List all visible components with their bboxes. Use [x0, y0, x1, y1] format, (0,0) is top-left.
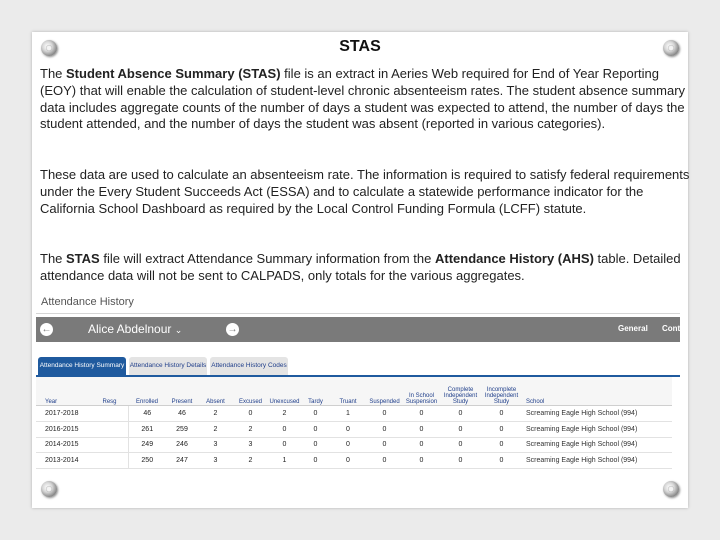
table-cell: 247: [166, 453, 198, 469]
table-cell: Screaming Eagle High School (994): [522, 421, 672, 437]
table-cell: 0: [268, 437, 301, 453]
table-cell: 0: [301, 421, 330, 437]
table-cell: 0: [403, 437, 440, 453]
table-cell: 0: [440, 453, 481, 469]
text: file will extract Attendance Summary information from the: [99, 251, 435, 266]
table-header-row: [36, 377, 672, 406]
table-cell: 0: [330, 453, 366, 469]
table-cell: [91, 406, 128, 422]
table-cell: 2: [233, 421, 268, 437]
table-cell: 0: [366, 437, 403, 453]
table-cell: 0: [330, 421, 366, 437]
table-cell: 246: [166, 437, 198, 453]
table-cell: 0: [366, 453, 403, 469]
table-cell: 0: [233, 406, 268, 422]
page-title: Attendance History: [41, 296, 134, 308]
paragraph-purpose: These data are used to calculate an absenteeism rate. The information is required to satisfy federal requirements under the Every Student Succeeds Act (ESSA) and to calculate a statewide performance indicator for the California School Dashboard as required by the Local Control Funding Formula (LCFF) statute.: [40, 167, 690, 216]
table-cell: 0: [481, 421, 522, 437]
table-cell: 2014-2015: [36, 437, 91, 453]
table-cell: 0: [440, 437, 481, 453]
text: The: [40, 251, 67, 266]
column-header[interactable]: Complete Independent Study: [440, 377, 481, 406]
table-cell: Screaming Eagle High School (994): [522, 453, 672, 469]
table-cell: 0: [403, 453, 440, 469]
table-cell: 0: [301, 437, 330, 453]
table-cell: 250: [128, 453, 166, 469]
chevron-down-icon: ⌄: [174, 325, 183, 335]
text: table. Detailed attendance data will not be sent to CALPADS, only totals for the various aggregates.: [40, 251, 681, 283]
column-header[interactable]: Suspended: [366, 377, 403, 406]
text: The: [40, 66, 67, 81]
table-cell: 249: [128, 437, 166, 453]
column-header[interactable]: Enrolled: [128, 377, 166, 406]
divider: [36, 313, 680, 314]
table-cell: [91, 421, 128, 437]
attendance-summary-table: [36, 377, 672, 469]
nav-general[interactable]: General: [618, 324, 648, 333]
table-cell: 2: [233, 453, 268, 469]
table-cell: 2017-2018: [36, 406, 91, 422]
table-cell: 3: [198, 453, 233, 469]
left-arrow-icon[interactable]: ←: [41, 324, 52, 335]
column-header[interactable]: Year: [36, 377, 91, 406]
table-cell: [91, 453, 128, 469]
column-header[interactable]: Present: [166, 377, 198, 406]
column-header[interactable]: Absent: [198, 377, 233, 406]
tab-summary[interactable]: Attendance History Summary: [38, 357, 126, 375]
table-cell: 2: [268, 406, 301, 422]
table-cell: 0: [440, 421, 481, 437]
table-cell: 0: [301, 453, 330, 469]
table-cell: [91, 437, 128, 453]
table-row[interactable]: [36, 453, 672, 469]
pushpin-icon: [663, 481, 679, 497]
tab-codes[interactable]: Attendance History Codes: [210, 357, 288, 375]
table-cell: 0: [403, 406, 440, 422]
student-selector[interactable]: [88, 322, 182, 336]
right-arrow-icon[interactable]: →: [227, 324, 238, 335]
student-name: Alice Abdelnour: [88, 322, 172, 336]
tab-details[interactable]: Attendance History Details: [129, 357, 207, 375]
attendance-table-wrapper: [36, 377, 672, 469]
table-row[interactable]: [36, 437, 672, 453]
table-cell: 3: [198, 437, 233, 453]
paragraph-source: [40, 251, 690, 285]
column-header[interactable]: School: [522, 377, 672, 406]
bold-term: STAS: [66, 251, 100, 266]
table-cell: 46: [128, 406, 166, 422]
table-cell: 2013-2014: [36, 453, 91, 469]
table-cell: Screaming Eagle High School (994): [522, 437, 672, 453]
column-header[interactable]: Unexcused: [268, 377, 301, 406]
bold-term: Attendance History (AHS): [434, 251, 594, 266]
pushpin-icon: [41, 481, 57, 497]
table-cell: 46: [166, 406, 198, 422]
column-header[interactable]: Incomplete Independent Study: [481, 377, 522, 406]
table-cell: 2016-2015: [36, 421, 91, 437]
tab-bar: [36, 357, 680, 375]
table-cell: Screaming Eagle High School (994): [522, 406, 672, 422]
table-cell: 2: [198, 421, 233, 437]
table-cell: 259: [166, 421, 198, 437]
table-cell: 0: [440, 406, 481, 422]
table-cell: 3: [233, 437, 268, 453]
table-cell: 1: [330, 406, 366, 422]
attendance-history-screenshot: [36, 291, 680, 471]
table-cell: 0: [268, 421, 301, 437]
table-cell: 0: [301, 406, 330, 422]
table-cell: 0: [330, 437, 366, 453]
table-cell: 0: [481, 406, 522, 422]
table-cell: 0: [366, 421, 403, 437]
column-header[interactable]: In School Suspension: [403, 377, 440, 406]
column-header[interactable]: Resg: [91, 377, 128, 406]
table-cell: 2: [198, 406, 233, 422]
table-row[interactable]: [36, 406, 672, 422]
table-cell: 1: [268, 453, 301, 469]
student-navbar: [36, 317, 680, 342]
slide-title: STAS: [339, 38, 381, 55]
paragraph-intro: [40, 66, 690, 133]
table-cell: 0: [366, 406, 403, 422]
table-cell: 0: [403, 421, 440, 437]
column-header[interactable]: Truant: [330, 377, 366, 406]
bold-term: Student Absence Summary (STAS): [66, 66, 281, 81]
table-cell: 0: [481, 453, 522, 469]
table-cell: 261: [128, 421, 166, 437]
column-header[interactable]: Excused: [233, 377, 268, 406]
column-header[interactable]: Tardy: [301, 377, 330, 406]
table-cell: 0: [481, 437, 522, 453]
table-row[interactable]: [36, 421, 672, 437]
text: file is an extract in Aeries Web required for End of Year Reporting (EOY) that will enable the calculation of student-level chronic absenteeism rates. The student absence summary data includes aggregate counts of the number of days a student was expected to attend, the number of days the student attended, and the number of days the student was absent (reported in various categories).: [40, 66, 686, 132]
nav-cont[interactable]: Cont: [662, 324, 680, 333]
